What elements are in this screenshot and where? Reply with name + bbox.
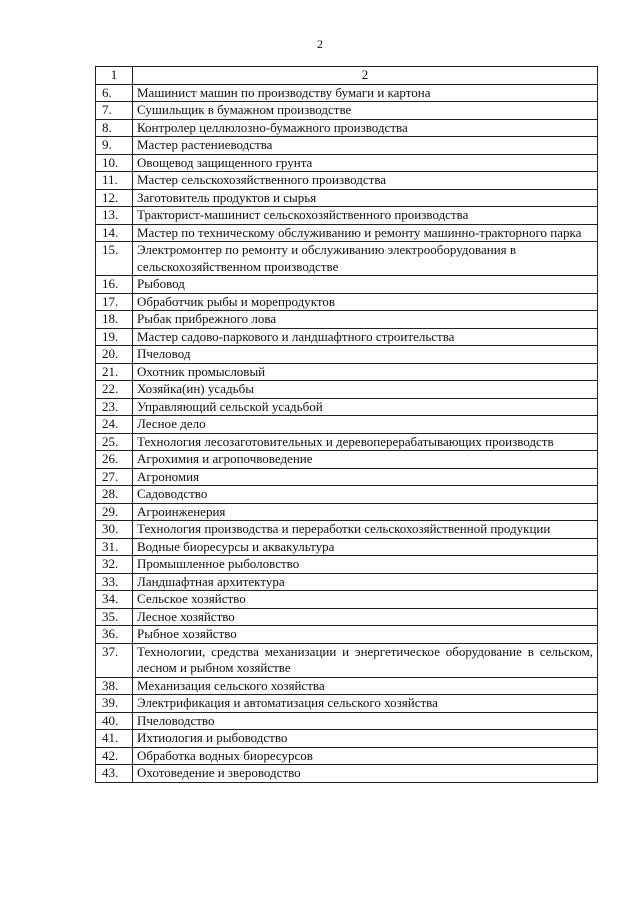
row-number: 6. bbox=[96, 84, 133, 102]
row-number: 39. bbox=[96, 695, 133, 713]
row-name: Охотоведение и звероводство bbox=[133, 765, 598, 783]
row-number: 19. bbox=[96, 328, 133, 346]
table-row bbox=[96, 102, 598, 120]
row-name: Электрификация и автоматизация сельского хозяйства bbox=[133, 695, 598, 713]
table-row bbox=[96, 677, 598, 695]
table-row bbox=[96, 643, 598, 677]
row-number: 17. bbox=[96, 293, 133, 311]
row-name: Водные биоресурсы и аквакультура bbox=[133, 538, 598, 556]
row-number: 11. bbox=[96, 172, 133, 190]
table-row bbox=[96, 189, 598, 207]
row-number: 10. bbox=[96, 154, 133, 172]
row-number: 29. bbox=[96, 503, 133, 521]
row-name: Тракторист-машинист сельскохозяйственного производства bbox=[133, 207, 598, 225]
row-name: Мастер по техническому обслуживанию и ремонту машинно-тракторного парка bbox=[133, 224, 598, 242]
row-name: Технология производства и переработки сельскохозяйственной продукции bbox=[133, 521, 598, 539]
row-name: Ландшафтная архитектура bbox=[133, 573, 598, 591]
row-number: 7. bbox=[96, 102, 133, 120]
row-number: 26. bbox=[96, 451, 133, 469]
row-name: Сушильщик в бумажном производстве bbox=[133, 102, 598, 120]
row-number: 27. bbox=[96, 468, 133, 486]
table-row bbox=[96, 363, 598, 381]
row-name: Обработчик рыбы и морепродуктов bbox=[133, 293, 598, 311]
table-row bbox=[96, 521, 598, 539]
row-name: Агрохимия и агропочвоведение bbox=[133, 451, 598, 469]
table-row bbox=[96, 293, 598, 311]
row-number: 34. bbox=[96, 591, 133, 609]
table-row bbox=[96, 608, 598, 626]
row-number: 12. bbox=[96, 189, 133, 207]
page-number: 2 bbox=[317, 37, 323, 51]
table-row bbox=[96, 433, 598, 451]
row-name: Мастер садово-паркового и ландшафтного строительства bbox=[133, 328, 598, 346]
row-number: 25. bbox=[96, 433, 133, 451]
row-name: Рыбак прибрежного лова bbox=[133, 311, 598, 329]
row-name: Лесное хозяйство bbox=[133, 608, 598, 626]
row-number: 41. bbox=[96, 730, 133, 748]
table-row bbox=[96, 84, 598, 102]
table-row bbox=[96, 276, 598, 294]
table-row bbox=[96, 119, 598, 137]
row-number: 36. bbox=[96, 626, 133, 644]
table-row bbox=[96, 730, 598, 748]
row-number: 8. bbox=[96, 119, 133, 137]
table-row bbox=[96, 468, 598, 486]
row-name: Пчеловодство bbox=[133, 712, 598, 730]
table-row bbox=[96, 451, 598, 469]
row-name: Рыбовод bbox=[133, 276, 598, 294]
row-number: 28. bbox=[96, 486, 133, 504]
table-row bbox=[96, 591, 598, 609]
row-name: Садоводство bbox=[133, 486, 598, 504]
row-name: Механизация сельского хозяйства bbox=[133, 677, 598, 695]
table-row bbox=[96, 747, 598, 765]
row-number: 15. bbox=[96, 242, 133, 276]
table-row bbox=[96, 486, 598, 504]
table-row bbox=[96, 154, 598, 172]
row-number: 22. bbox=[96, 381, 133, 399]
row-number: 33. bbox=[96, 573, 133, 591]
row-number: 14. bbox=[96, 224, 133, 242]
row-name: Технологии, средства механизации и энергетическое оборудование в сельском, лесном и рыбном хозяйстве bbox=[133, 643, 598, 677]
row-number: 31. bbox=[96, 538, 133, 556]
table-row bbox=[96, 137, 598, 155]
table-row bbox=[96, 695, 598, 713]
table-row bbox=[96, 538, 598, 556]
table-row bbox=[96, 712, 598, 730]
row-name: Управляющий сельской усадьбой bbox=[133, 398, 598, 416]
row-name: Заготовитель продуктов и сырья bbox=[133, 189, 598, 207]
row-number: 32. bbox=[96, 556, 133, 574]
row-number: 40. bbox=[96, 712, 133, 730]
table-row bbox=[96, 328, 598, 346]
row-name: Рыбное хозяйство bbox=[133, 626, 598, 644]
row-number: 13. bbox=[96, 207, 133, 225]
row-name: Сельское хозяйство bbox=[133, 591, 598, 609]
header-cell-name: 2 bbox=[133, 67, 598, 85]
row-name: Мастер растениеводства bbox=[133, 137, 598, 155]
table-row bbox=[96, 573, 598, 591]
row-number: 24. bbox=[96, 416, 133, 434]
row-name: Пчеловод bbox=[133, 346, 598, 364]
table-row bbox=[96, 398, 598, 416]
row-number: 37. bbox=[96, 643, 133, 677]
row-name: Мастер сельскохозяйственного производства bbox=[133, 172, 598, 190]
row-name: Контролер целлюлозно-бумажного производства bbox=[133, 119, 598, 137]
row-number: 43. bbox=[96, 765, 133, 783]
row-name: Хозяйка(ин) усадьбы bbox=[133, 381, 598, 399]
row-number: 16. bbox=[96, 276, 133, 294]
table-row bbox=[96, 416, 598, 434]
row-name: Обработка водных биоресурсов bbox=[133, 747, 598, 765]
row-name: Агрономия bbox=[133, 468, 598, 486]
row-name: Ихтиология и рыбоводство bbox=[133, 730, 598, 748]
table-row bbox=[96, 765, 598, 783]
row-name: Машинист машин по производству бумаги и картона bbox=[133, 84, 598, 102]
row-name: Промышленное рыболовство bbox=[133, 556, 598, 574]
table-row bbox=[96, 556, 598, 574]
table-header-row bbox=[96, 67, 598, 85]
row-number: 35. bbox=[96, 608, 133, 626]
table-row bbox=[96, 311, 598, 329]
table-row bbox=[96, 346, 598, 364]
row-name: Лесное дело bbox=[133, 416, 598, 434]
table-row bbox=[96, 207, 598, 225]
row-name: Агроинженерия bbox=[133, 503, 598, 521]
row-number: 9. bbox=[96, 137, 133, 155]
table-row bbox=[96, 381, 598, 399]
row-name: Овощевод защищенного грунта bbox=[133, 154, 598, 172]
header-cell-number: 1 bbox=[96, 67, 133, 85]
row-number: 18. bbox=[96, 311, 133, 329]
row-name: Электромонтер по ремонту и обслуживанию электрооборудования в сельскохозяйственном производстве bbox=[133, 242, 598, 276]
row-number: 20. bbox=[96, 346, 133, 364]
row-name: Технология лесозаготовительных и деревоперерабатывающих производств bbox=[133, 433, 598, 451]
occupations-table bbox=[95, 66, 598, 783]
row-name: Охотник промысловый bbox=[133, 363, 598, 381]
row-number: 23. bbox=[96, 398, 133, 416]
table-row bbox=[96, 172, 598, 190]
table-row bbox=[96, 224, 598, 242]
row-number: 30. bbox=[96, 521, 133, 539]
table-row bbox=[96, 503, 598, 521]
row-number: 38. bbox=[96, 677, 133, 695]
table-row bbox=[96, 626, 598, 644]
table-row bbox=[96, 242, 598, 276]
row-number: 42. bbox=[96, 747, 133, 765]
row-number: 21. bbox=[96, 363, 133, 381]
